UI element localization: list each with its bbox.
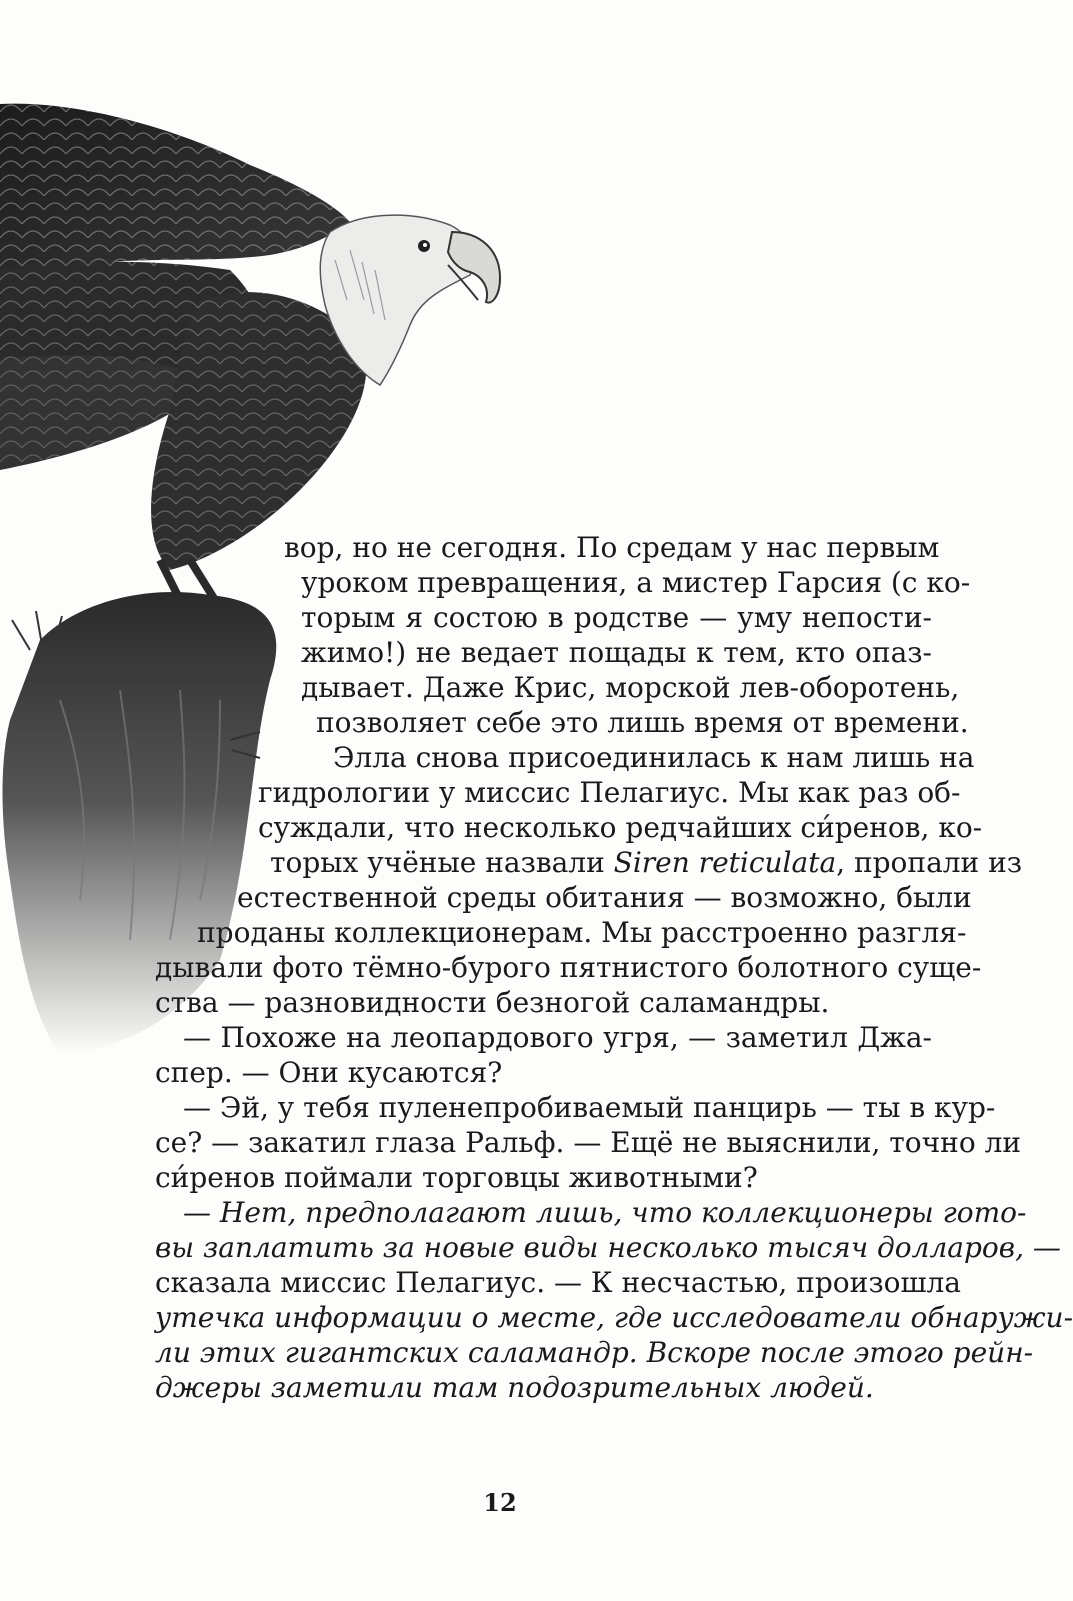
text-line: суждали, что несколько редчайших си́ренов, ко- bbox=[258, 811, 983, 844]
text-line: — Похоже на леопардового угря, — заметил Джа- bbox=[183, 1021, 932, 1054]
text-line: уроком превращения, а мистер Гарсия (с ко- bbox=[301, 566, 971, 599]
text-line: вы заплатить за новые виды несколько тысяч долларов, — bbox=[155, 1231, 1061, 1264]
text-line: — Нет, предполагают лишь, что коллекционеры гото- bbox=[183, 1196, 1027, 1229]
page-number: 12 bbox=[483, 1488, 517, 1517]
text-line: ства — разновидности безногой саламандры. bbox=[155, 986, 830, 1019]
text-line: позволяет себе это лишь время от времени. bbox=[316, 706, 969, 739]
text-line: торых учёные назвали Siren reticulata, пропали из bbox=[270, 846, 1023, 879]
text-line: сказала миссис Пелагиус. — К несчастью, произошла bbox=[155, 1266, 961, 1299]
text-line: проданы коллекционерам. Мы расстроенно разгля- bbox=[197, 916, 967, 949]
text-line: торым я состою в родстве — уму непости- bbox=[301, 601, 932, 634]
text-line: дывали фото тёмно-бурого пятнистого болотного суще- bbox=[155, 951, 982, 984]
text-line: Элла снова присоединилась к нам лишь на bbox=[333, 741, 975, 774]
text-line: ли этих гигантских саламандр. Вскоре после этого рейн- bbox=[155, 1336, 1034, 1369]
text-line: утечка информации о месте, где исследователи обнаружи- bbox=[155, 1301, 1073, 1334]
text-line: — Эй, у тебя пуленепробиваемый панцирь — ты в кур- bbox=[183, 1091, 996, 1124]
text-line: се? — закатил глаза Ральф. — Ещё не выяснили, точно ли bbox=[155, 1126, 1022, 1159]
text-line: дывает. Даже Крис, морской лев-оборотень, bbox=[301, 671, 960, 704]
text-line: гидрологии у миссис Пелагиус. Мы как раз об- bbox=[258, 776, 961, 809]
species-name: Siren reticulata bbox=[613, 846, 837, 879]
text-line: жимо!) не ведает пощады к тем, кто опаз- bbox=[301, 636, 932, 669]
text-line: си́ренов поймали торговцы животными? bbox=[155, 1161, 758, 1194]
text-line: вор, но не сегодня. По средам у нас первым bbox=[284, 531, 940, 564]
text-line: джеры заметили там подозрительных людей. bbox=[155, 1371, 874, 1404]
text-line: естественной среды обитания — возможно, были bbox=[237, 881, 972, 914]
text-line: спер. — Они кусаются? bbox=[155, 1056, 503, 1089]
